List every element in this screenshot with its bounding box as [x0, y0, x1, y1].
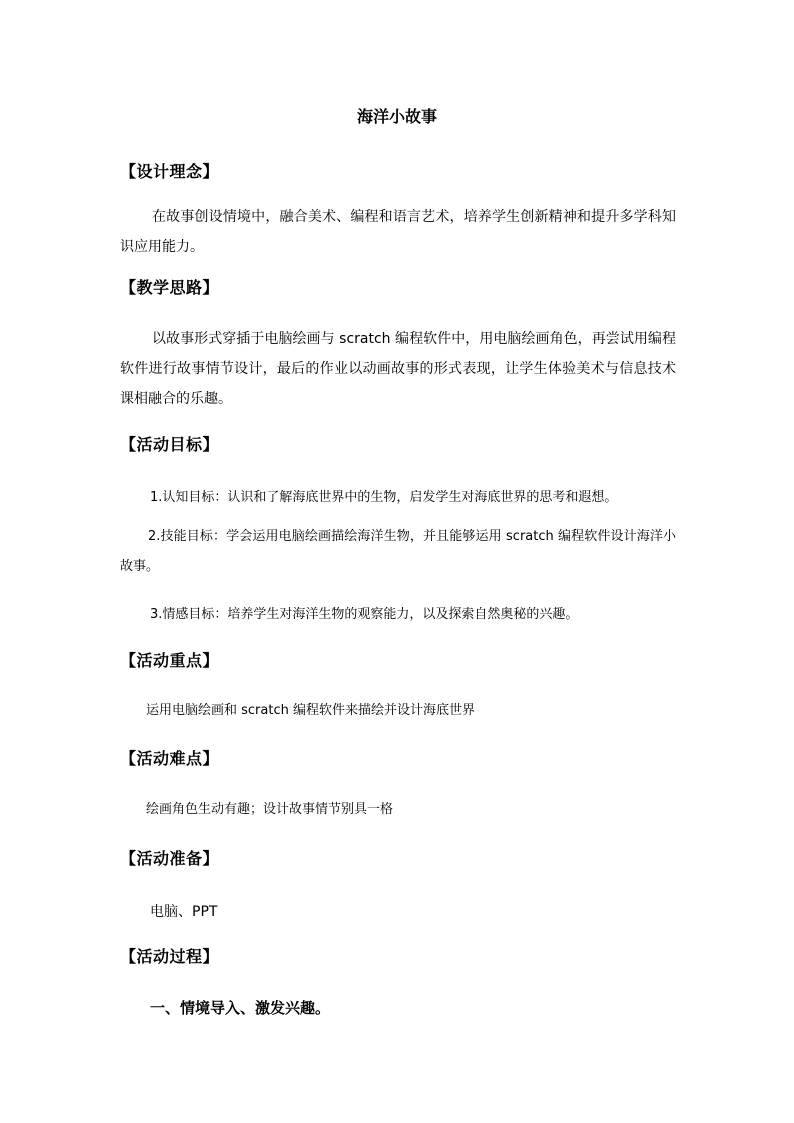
document-title: 海洋小故事 [356, 107, 437, 126]
process-step-1: 一、情境导入、激发兴趣。 [150, 999, 331, 1017]
goal-emotional: 3.情感目标：培养学生对海洋生物的观察能力，以及探索自然奥秘的兴趣。 [150, 607, 579, 622]
heading-design-concept: 【设计理念】 [120, 162, 220, 181]
heading-process: 【活动过程】 [120, 947, 220, 966]
heading-teaching-idea: 【教学思路】 [120, 278, 220, 297]
paragraph-difficulties: 绘画角色生动有趣；设计故事情节别具一格 [146, 802, 394, 817]
paragraph-preparation: 电脑、PPT [150, 904, 218, 920]
heading-preparation: 【活动准备】 [120, 849, 220, 868]
goal-skill: 2.技能目标：学会运用电脑绘画描绘海洋生物，并且能够运用 scratch 编程软件设计海洋小故事。 [120, 529, 676, 574]
heading-key-points: 【活动重点】 [120, 651, 220, 670]
heading-difficulties: 【活动难点】 [120, 749, 220, 768]
heading-activity-goals: 【活动目标】 [120, 435, 220, 454]
paragraph-teaching-idea: 以故事形式穿插于电脑绘画与 scratch 编程软件中，用电脑绘画角色，再尝试用编程软件进行故事情节设计，最后的作业以动画故事的形式表现，让学生体验美术与信息技术课相融合的乐趣。 [120, 331, 676, 407]
paragraph-design-concept: 在故事创设情境中，融合美术、编程和语言艺术，培养学生创新精神和提升多学科知识应用能力。 [120, 209, 676, 255]
goal-cognitive: 1.认知目标：认识和了解海底世界中的生物，启发学生对海底世界的思考和遐想。 [150, 490, 618, 505]
paragraph-key-points: 运用电脑绘画和 scratch 编程软件来描绘并设计海底世界 [146, 703, 475, 718]
